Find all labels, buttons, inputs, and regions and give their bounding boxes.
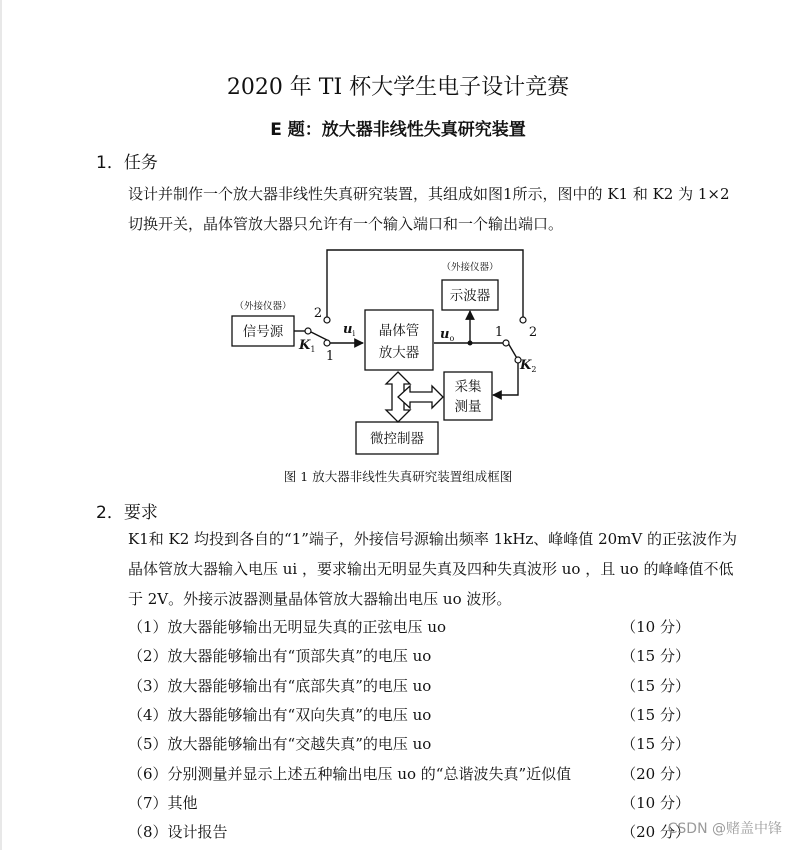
requirement-item [128, 759, 690, 789]
k2-label: $K_2$ [520, 358, 537, 374]
section-heading-requirements: 2．要求 [96, 503, 158, 523]
requirement-score: （15 分） [621, 705, 690, 724]
amplifier-label-2: 放大器 [378, 345, 420, 361]
requirement-item [128, 817, 690, 847]
k1-pos2-label: 2 [313, 306, 323, 321]
requirement-text: （8）设计报告 [128, 823, 228, 842]
requirement-score: （15 分） [621, 647, 690, 666]
amplifier-label-1: 晶体管 [378, 323, 420, 339]
figure-caption: 图 1 放大器非线性失真研究装置组成框图 [283, 469, 513, 484]
k1-contact-common [305, 328, 311, 334]
requirement-text: （1）放大器能够输出无明显失真的正弦电压 uo [128, 618, 447, 636]
requirement-item [128, 671, 690, 701]
k1-contact-1 [324, 340, 330, 346]
requirement-item [128, 729, 690, 759]
requirement-item [128, 641, 690, 671]
requirement-text: （3）放大器能够输出有“底部失真”的电压 uo [128, 676, 432, 695]
k2-contact-2 [520, 317, 526, 323]
ui-label: $u_i$ [343, 322, 356, 338]
signal-source-note: （外接仪器） [234, 301, 292, 312]
k1-pos1-label: 1 [325, 349, 335, 364]
requirement-score: （10 分） [621, 618, 690, 636]
requirement-score: （15 分） [621, 676, 690, 695]
requirement-text: （7）其他 [128, 793, 198, 812]
k2-pos1-label: 1 [494, 325, 504, 340]
problem-subtitle: E 题：放大器非线性失真研究装置 [270, 120, 526, 140]
requirement-item [128, 788, 690, 818]
requirement-score: （10 分） [621, 793, 690, 812]
requirement-score: （20 分） [621, 764, 690, 783]
requirement-score: （15 分） [621, 735, 690, 754]
acquisition-label-2: 测量 [454, 399, 482, 415]
scope-note: （外接仪器） [441, 262, 499, 273]
requirement-item [128, 612, 690, 642]
requirement-item [128, 700, 690, 730]
k1-contact-2 [324, 317, 330, 323]
requirement-text: （2）放大器能够输出有“顶部失真”的电压 uo [128, 647, 432, 666]
k1-label: $K_1$ [299, 338, 316, 354]
signal-source-label: 信号源 [242, 324, 284, 340]
task-paragraph: 设计并制作一个放大器非线性失真研究装置，其组成如图1所示，图中的 K1 和 K2 为 1×2切换开关，晶体管放大器只允许有一个输入端口和一个输出端口。 [128, 185, 730, 233]
requirements-paragraph: K1和 K2 均投到各自的“1”端子，外接信号源输出频率 1kHz、峰峰值 20mV 的正弦波作为晶体管放大器输入电压 ui ，要求输出无明显失真及四种失真波形 uo ，且 uo 的峰峰值不低于 2V。外接示波器测量晶体管放大器输出电压 uo 波形。 [128, 530, 737, 608]
document-title: 2020 年 TI 杯大学生电子设计竞赛 [226, 75, 570, 100]
oscilloscope-label: 示波器 [449, 288, 491, 304]
bus-arrow-horizontal [398, 386, 443, 408]
requirement-text: （4）放大器能够输出有“双向失真”的电压 uo [128, 705, 432, 724]
uo-label: $u_o$ [440, 327, 455, 343]
k2-pos2-label: 2 [528, 325, 538, 340]
amplifier-box [365, 310, 433, 370]
junction-dot [468, 341, 473, 346]
requirement-text: （5）放大器能够输出有“交越失真”的电压 uo [128, 735, 432, 754]
acquisition-label-1: 采集 [454, 379, 482, 395]
requirement-score: （20 分） [621, 823, 690, 842]
k2-contact-1 [503, 340, 509, 346]
microcontroller-label: 微控制器 [370, 431, 424, 447]
section-heading-task: 1．任务 [96, 153, 158, 173]
watermark: CSDN @赌盖中锋 [667, 821, 782, 837]
requirement-text: （6）分别测量并显示上述五种输出电压 uo 的“总谐波失真”近似值 [128, 764, 572, 783]
